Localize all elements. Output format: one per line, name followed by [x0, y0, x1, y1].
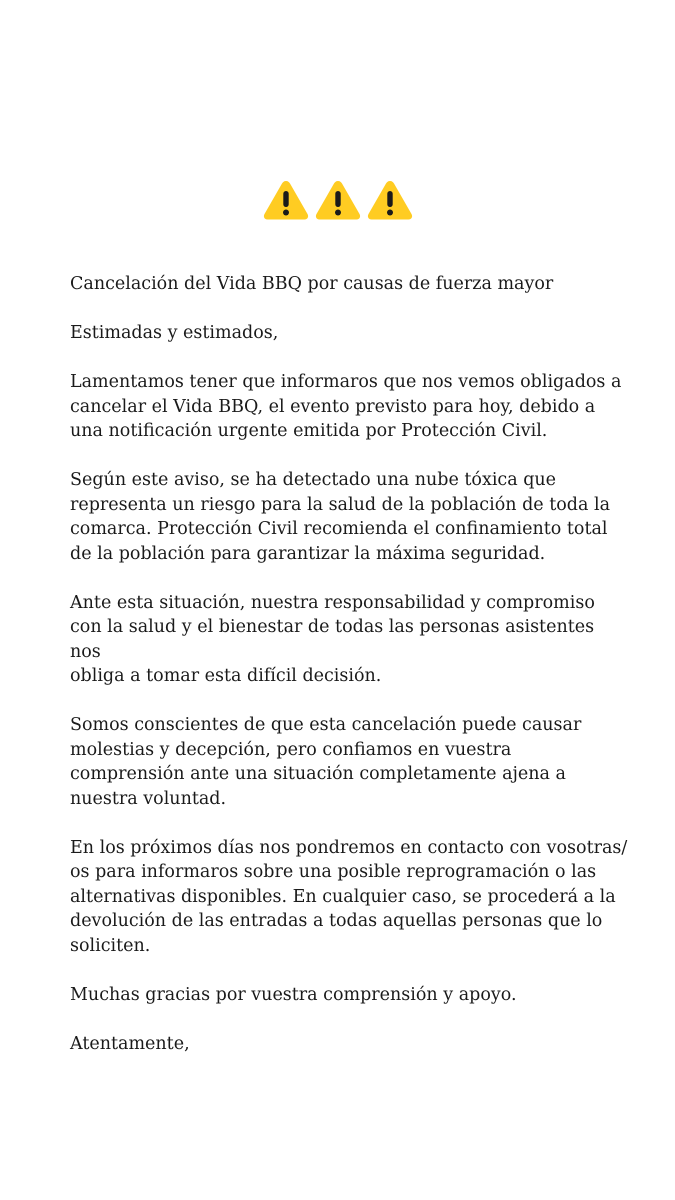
paragraph-apology: Somos conscientes de que esta cancelación puede causar molestias y decepción, pero confiamos en vuestra comprensión ante una situación completamente ajena a nuestra voluntad.	[70, 715, 582, 809]
letter-greeting: Estimadas y estimados,	[70, 323, 279, 343]
paragraph-cancellation: Lamentamos tener que informaros que nos vemos obligados a cancelar el Vida BBQ, el evento previsto para hoy, debido a una notificación urgente emitida por Protección Civil.	[70, 372, 622, 441]
warning-icons	[0, 178, 675, 222]
warning-icon	[314, 178, 362, 222]
paragraph-refund: En los próximos días nos pondremos en contacto con vosotras/ os para informaros sobre una posible reprogramación o las alternativas disponibles. En cualquier caso, se procederá a la devolución de las entradas a todas aquellas personas que lo soliciten.	[70, 837, 628, 956]
letter-body	[70, 272, 630, 1081]
paragraph-responsibility: Ante esta situación, nuestra responsabilidad y compromiso con la salud y el bienestar de todas las personas asistentes nos obliga a tomar esta difícil decisión.	[70, 592, 595, 686]
letter-closing: Atentamente,	[70, 1033, 190, 1054]
warning-icon	[262, 178, 310, 222]
letter-title: Cancelación del Vida BBQ por causas de fuerza mayor	[70, 274, 554, 294]
paragraph-toxic-cloud: Según este aviso, se ha detectado una nube tóxica que representa un riesgo para la salud de la población de toda la comarca. Protección Civil recomienda el confinamiento total de la población para garantizar la máxima seguridad.	[70, 470, 610, 564]
paragraph-thanks: Muchas gracias por vuestra comprensión y apoyo.	[70, 984, 517, 1005]
warning-icon	[366, 178, 414, 222]
